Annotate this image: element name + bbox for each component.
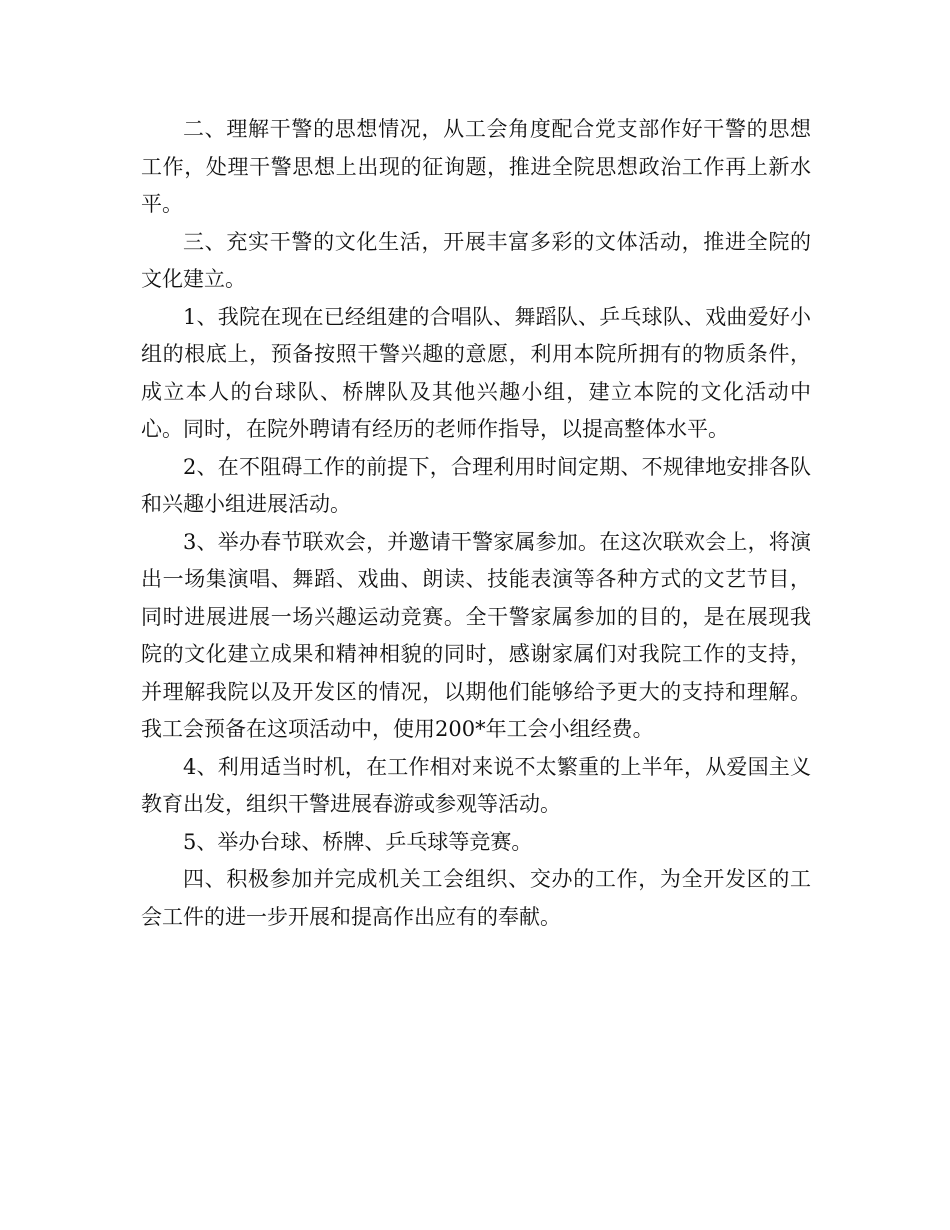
paragraph-section-3: 三、充实干警的文化生活，开展丰富多彩的文体活动，推进全院的文化建立。 bbox=[141, 229, 811, 291]
paragraph-item-1: 1、我院在现在已经组建的合唱队、舞蹈队、乒乓球队、戏曲爱好小组的根底上，预备按照干警兴趣的意愿，利用本院所拥有的物质条件，成立本人的台球队、桥牌队及其他兴趣小组，建立本院的文化活动中心。同时，在院外聘请有经历的老师作指导，以提高整体水平。 bbox=[141, 304, 811, 441]
paragraph-section-2: 二、理解干警的思想情况，从工会角度配合党支部作好干警的思想工作，处理干警思想上出现的征询题，推进全院思想政治工作再上新水平。 bbox=[141, 117, 811, 216]
document-body bbox=[141, 111, 811, 936]
paragraph-item-3: 3、举办春节联欢会，并邀请干警家属参加。在这次联欢会上，将演出一场集演唱、舞蹈、戏曲、朗读、技能表演等各种方式的文艺节目，同时进展进展一场兴趣运动竞赛。全干警家属参加的目的，是在展现我院的文化建立成果和精神相貌的同时，感谢家属们对我院工作的支持，并理解我院以及开发区的情况，以期他们能够给予更大的支持和理解。我工会预备在这项活动中，使用200*年工会小组经费。 bbox=[141, 529, 811, 741]
paragraph-item-2: 2、在不阻碍工作的前提下，合理利用时间定期、不规律地安排各队和兴趣小组进展活动。 bbox=[141, 454, 811, 516]
paragraph-item-5: 5、举办台球、桥牌、乒乓球等竞赛。 bbox=[183, 829, 533, 854]
paragraph-section-4: 四、积极参加并完成机关工会组织、交办的工作，为全开发区的工会工件的进一步开展和提高作出应有的奉献。 bbox=[141, 867, 811, 929]
paragraph-item-4: 4、利用适当时机，在工作相对来说不太繁重的上半年，从爱国主义教育出发，组织干警进展春游或参观等活动。 bbox=[141, 754, 811, 816]
